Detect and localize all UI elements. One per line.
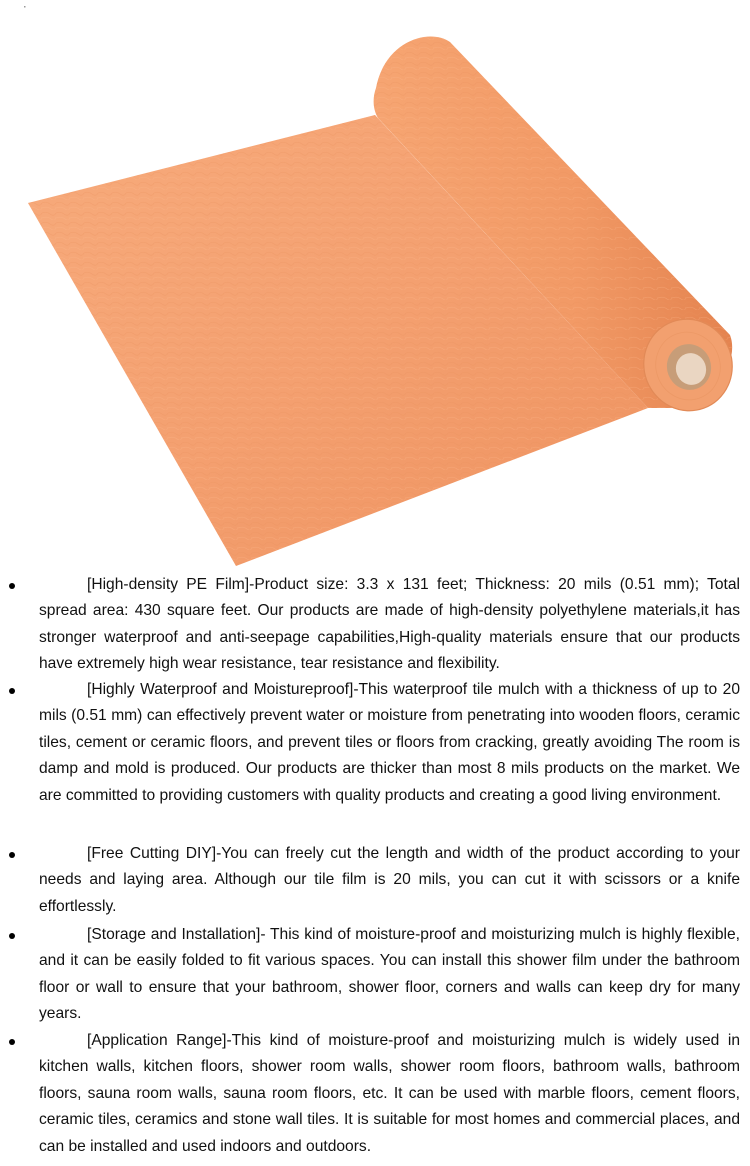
bullet-dot (9, 933, 15, 939)
feature-text: [Free Cutting DIY]-You can freely cut the length and width of the product according to your needs and laying area. Although our tile film is 20 mils, you can cut it with scissors or a knife effortlessly. (39, 845, 740, 915)
feature-text: [Highly Waterproof and Moistureproof]-This waterproof tile mulch with a thickness of up to 20 mils (0.51 mm) can effectively prevent water or moisture from penetrating into wooden floors, ceramic tiles, cement or ceramic floors, and prevent tiles or floors from cracking, greatly avoiding The room is damp and mold is produced. Our products are thicker than most 8 mils products on the market. We are committed to providing customers with quality products and creating a good living environment. (39, 681, 740, 804)
feature-item-free-cutting-diy (0, 841, 750, 922)
feature-text: [High-density PE Film]-Product size: 3.3 x 131 feet; Thickness: 20 mils (0.51 mm); Total spread area: 430 square feet. Our products are made of high-density polyethylene materials,it has stronger waterproof and anti-seepage capabilities,High-quality materials ensure that our products have extremely high wear resistance, tear resistance and flexibility. (39, 576, 740, 673)
membrane-roll-illustration (0, 0, 750, 572)
feature-list (0, 572, 750, 1160)
feature-item-waterproof-moistureproof (0, 677, 750, 841)
feature-text: [Storage and Installation]- This kind of moisture-proof and moisturizing mulch is highly flexible, and it can be easily folded to fit various spaces. You can install this shower film under the bathroom floor or wall to ensure that your bathroom, shower floor, corners and walls can keep dry for many years. (39, 926, 740, 1023)
feature-item-high-density-pe-film (0, 572, 750, 677)
feature-item-storage-installation (0, 922, 750, 1028)
bullet-dot (9, 852, 15, 858)
feature-text: [Application Range]-This kind of moisture-proof and moisturizing mulch is widely used in kitchen walls, kitchen floors, shower room walls, shower room floors, bathroom walls, bathroom floors, sauna room walls, sauna room floors, etc. It can be used with marble floors, cement floors, ceramic tiles, ceramics and stone wall tiles. It is suitable for most homes and commercial places, and can be installed and used indoors and outdoors. (39, 1032, 740, 1155)
bullet-dot (9, 688, 15, 694)
feature-item-application-range (0, 1028, 750, 1160)
bullet-dot (9, 583, 15, 589)
bullet-dot (9, 1039, 15, 1045)
product-image (0, 0, 750, 572)
